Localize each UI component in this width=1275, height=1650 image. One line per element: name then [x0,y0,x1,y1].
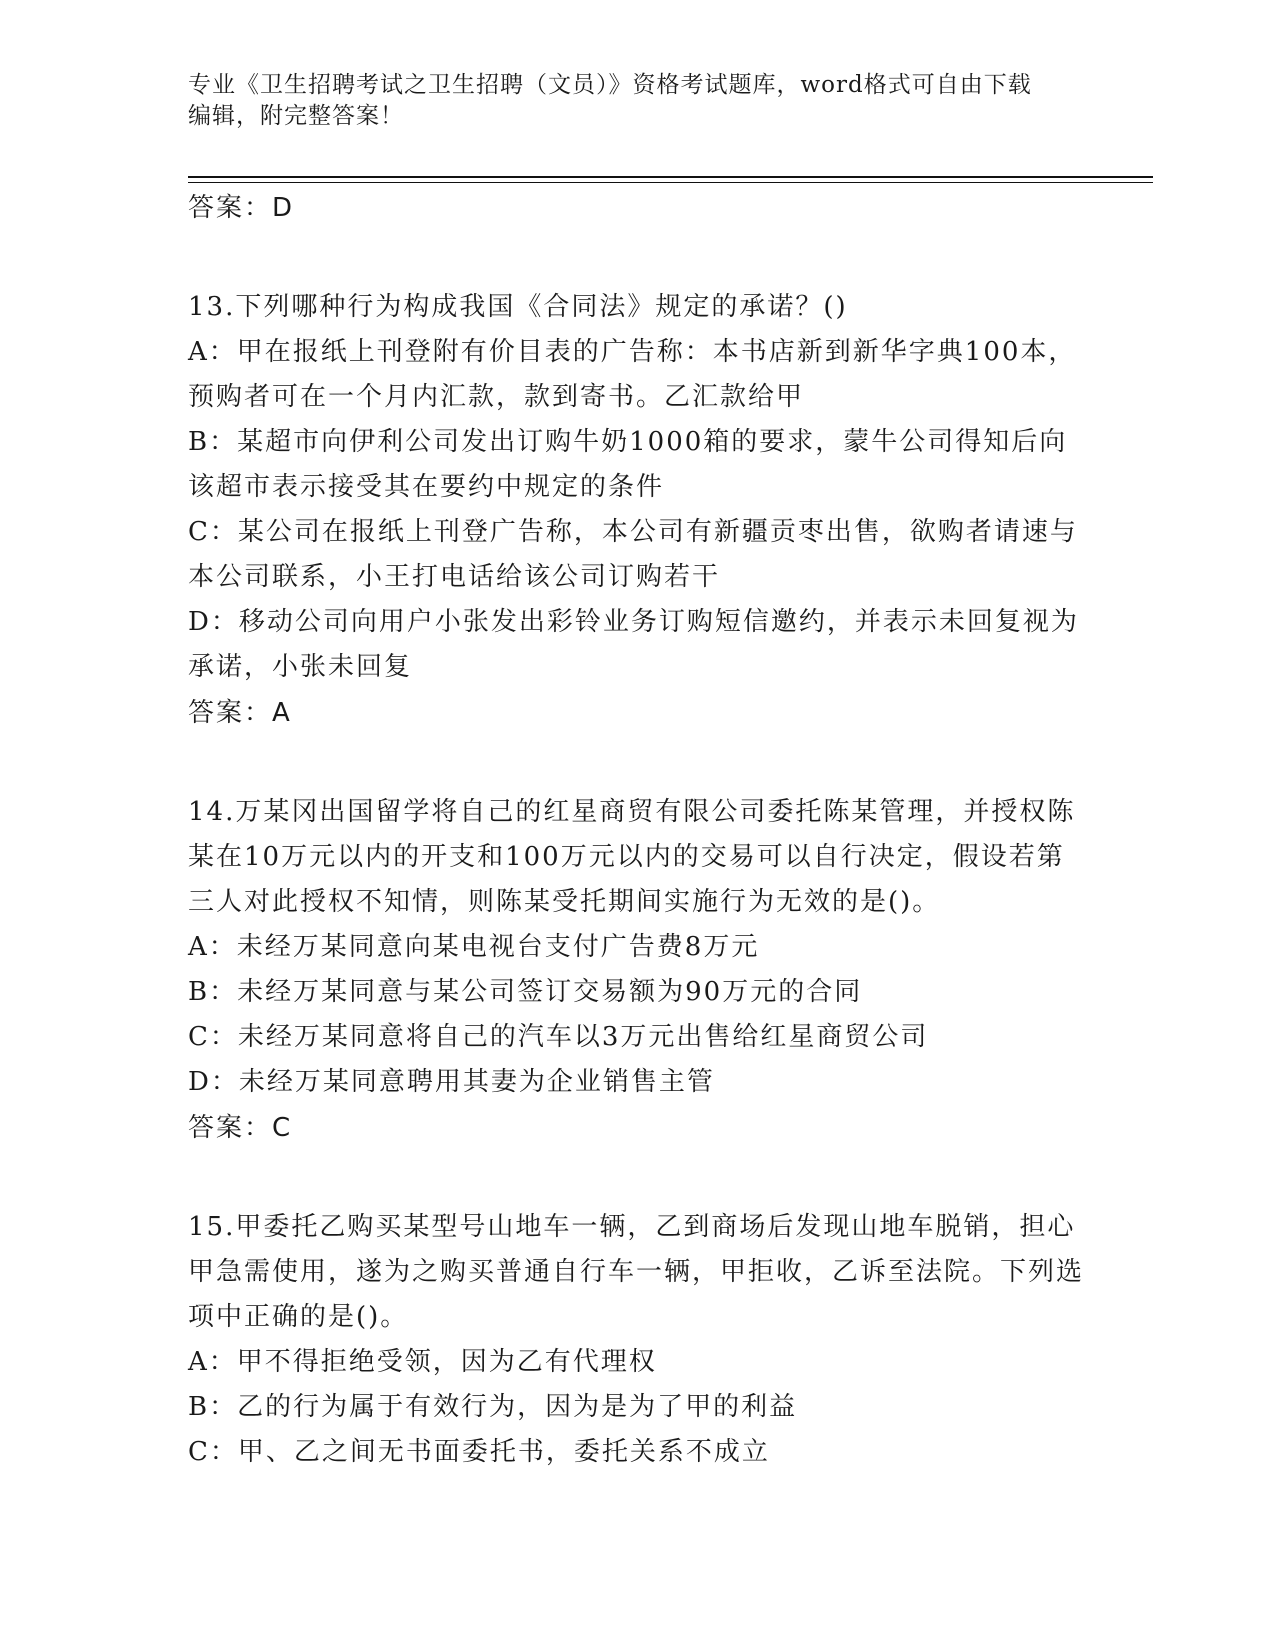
answer-line: 答案：C [188,1113,293,1143]
question-stem: 14.万某冈出国留学将自己的红星商贸有限公司委托陈某管理，并授权陈某在10万元以内的开支和100万元以内的交易可以自行决定，假设若第三人对此授权不知情，则陈某受托期间实施行为无效的是()。 [188,797,1076,917]
option-c: C：未经万某同意将自己的汽车以3万元出售给红星商贸公司 [188,1022,929,1052]
page-header [188,70,1068,132]
option-b: B：乙的行为属于有效行为，因为是为了甲的利益 [188,1392,798,1422]
question-stem: 15.甲委托乙购买某型号山地车一辆，乙到商场后发现山地车脱销，担心甲急需使用，遂为之购买普通自行车一辆，甲拒收，乙诉至法院。下列选项中正确的是()。 [188,1212,1085,1332]
option-a: A：甲不得拒绝受领，因为乙有代理权 [188,1347,657,1377]
option-c: C：某公司在报纸上刊登广告称，本公司有新疆贡枣出售，欲购者请速与本公司联系，小王打电话给该公司订购若干 [188,517,1078,592]
question-block-15 [188,1205,1088,1475]
option-c: C：甲、乙之间无书面委托书，委托关系不成立 [188,1437,770,1467]
question-content [188,185,1088,1475]
header-rule-thin [188,182,1153,183]
option-a: A：未经万某同意向某电视台支付广告费8万元 [188,932,760,962]
header-line-1: 专业《卫生招聘考试之卫生招聘（文员）》资格考试题库，word格式可自由下载 [188,72,1032,98]
option-b: B：某超市向伊利公司发出订购牛奶1000箱的要求，蒙牛公司得知后向该超市表示接受其在要约中规定的条件 [188,427,1068,502]
option-d: D：移动公司向用户小张发出彩铃业务订购短信邀约，并表示未回复视为承诺，小张未回复 [188,607,1079,682]
answer-line: 答案：A [188,698,292,728]
option-a: A：甲在报纸上刊登附有价目表的广告称：本书店新到新华字典100本，预购者可在一个月内汇款，款到寄书。乙汇款给甲 [188,337,1077,412]
question-block-14 [188,790,1088,1151]
answer-line: 答案：D [188,193,295,223]
option-b: B：未经万某同意与某公司签订交易额为90万元的合同 [188,977,863,1007]
question-stem: 13.下列哪种行为构成我国《合同法》规定的承诺？() [188,292,848,322]
header-rule-thick [188,176,1153,178]
question-block-13 [188,285,1088,736]
option-d: D：未经万某同意聘用其妻为企业销售主管 [188,1067,715,1097]
header-line-2: 编辑，附完整答案！ [188,103,404,129]
